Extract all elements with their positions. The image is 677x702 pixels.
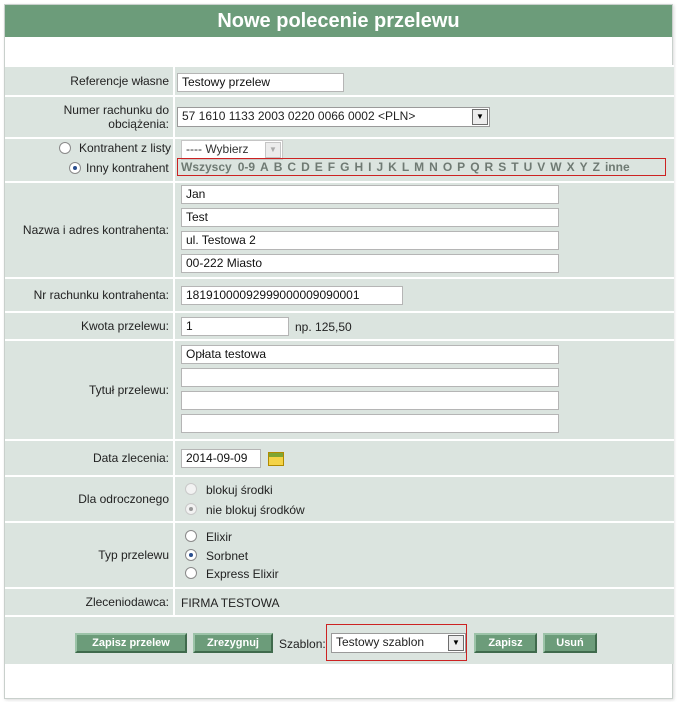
letter-filter-link[interactable]: Q: [470, 160, 480, 174]
reference-label: Referencje własne: [70, 74, 169, 88]
letter-filter-link[interactable]: L: [401, 160, 410, 174]
contractor-row: [5, 137, 674, 181]
block-funds-label: blokuj środki: [206, 483, 273, 497]
cancel-button[interactable]: Zrezygnuj: [193, 633, 273, 653]
letter-filter-link[interactable]: J: [376, 160, 384, 174]
deferred-row: [5, 475, 674, 521]
reference-row: [5, 65, 674, 95]
chevron-down-icon: ▼: [472, 109, 488, 125]
letter-filter-link[interactable]: U: [523, 160, 533, 174]
contractor-account-label: Nr rachunku kontrahenta:: [33, 288, 169, 302]
action-bar: [5, 615, 674, 664]
debit-account-value: 57 1610 1133 2003 0220 0066 0002 <PLN>: [182, 109, 416, 123]
deferred-label: Dla odroczonego: [78, 492, 169, 506]
letter-filter-link[interactable]: D: [301, 160, 310, 174]
transfer-form-window: [4, 4, 673, 699]
express-elixir-label: Express Elixir: [206, 567, 279, 581]
debit-account-row: [5, 95, 674, 137]
amount-row: [5, 311, 674, 339]
letter-filter-link[interactable]: S: [498, 160, 507, 174]
letter-filter-link[interactable]: Z: [592, 160, 600, 174]
debit-account-select[interactable]: [177, 107, 490, 127]
title-row: [5, 339, 674, 439]
letter-filter-link[interactable]: Wszyscy: [181, 160, 232, 174]
template-select[interactable]: [331, 633, 466, 653]
letter-filter-link[interactable]: 0-9: [237, 160, 256, 174]
letter-filter-link[interactable]: K: [388, 160, 397, 174]
letter-filter-link[interactable]: I: [368, 160, 372, 174]
title-line-3-input[interactable]: [181, 391, 559, 410]
contractor-select-value: ---- Wybierz: [186, 142, 249, 156]
letter-filter-link[interactable]: C: [287, 160, 297, 174]
title-line-2-input[interactable]: [181, 368, 559, 387]
contractor-from-list-label: Kontrahent z listy: [79, 141, 172, 155]
address-label: Nazwa i adres kontrahenta:: [22, 223, 169, 237]
template-label: Szablon:: [279, 637, 326, 651]
letter-filter-link[interactable]: F: [327, 160, 336, 174]
address-line-3-input[interactable]: ul. Testowa 2: [181, 231, 559, 250]
chevron-down-icon: ▼: [448, 635, 464, 651]
title-line-4-input[interactable]: [181, 414, 559, 433]
letter-filter-link[interactable]: H: [354, 160, 364, 174]
contractor-from-list-radio[interactable]: [59, 142, 71, 154]
letter-filter-link[interactable]: G: [340, 160, 350, 174]
orderer-row: [5, 587, 674, 615]
page-title: Nowe polecenie przelewu: [5, 5, 672, 37]
sorbnet-radio[interactable]: [185, 549, 197, 561]
contractor-account-input[interactable]: 18191000092999000009090001: [181, 286, 403, 305]
letter-filter-link[interactable]: A: [260, 160, 269, 174]
amount-hint: np. 125,50: [295, 320, 352, 334]
orderer-value: FIRMA TESTOWA: [181, 596, 280, 610]
sorbnet-label: Sorbnet: [206, 549, 249, 563]
transfer-type-label: Typ przelewu: [98, 548, 169, 562]
letter-filter-link[interactable]: E: [314, 160, 323, 174]
alphabet-filter: [177, 158, 666, 176]
address-row: [5, 181, 674, 277]
block-funds-radio[interactable]: [185, 483, 197, 495]
amount-input[interactable]: 1: [181, 317, 289, 336]
save-button[interactable]: Zapisz: [474, 633, 537, 653]
orderer-label: Zleceniodawca:: [85, 595, 169, 609]
letter-filter-link[interactable]: Y: [579, 160, 588, 174]
express-elixir-radio[interactable]: [185, 567, 197, 579]
order-date-label: Data zlecenia:: [92, 451, 169, 465]
letter-filter-link[interactable]: V: [537, 160, 546, 174]
contractor-account-row: [5, 277, 674, 311]
order-date-row: [5, 439, 674, 475]
other-contractor-label: Inny kontrahent: [86, 161, 169, 175]
address-line-4-input[interactable]: 00-222 Miasto: [181, 254, 559, 273]
address-line-2-input[interactable]: Test: [181, 208, 559, 227]
amount-label: Kwota przelewu:: [80, 319, 169, 333]
reference-input[interactable]: Testowy przelew: [177, 73, 344, 92]
title-line-1-input[interactable]: Opłata testowa: [181, 345, 559, 364]
letter-filter-link[interactable]: X: [566, 160, 575, 174]
transfer-type-row: [5, 521, 674, 587]
other-contractor-radio[interactable]: [69, 162, 81, 174]
title-label: Tytuł przelewu:: [88, 383, 169, 397]
letter-filter-link[interactable]: O: [442, 160, 453, 174]
calendar-icon[interactable]: [268, 452, 284, 466]
debit-account-label: Numer rachunku do obciążenia:: [63, 103, 169, 131]
letter-filter-link[interactable]: R: [484, 160, 494, 174]
letter-filter-link[interactable]: M: [414, 160, 425, 174]
no-block-funds-radio[interactable]: [185, 503, 197, 515]
no-block-funds-label: nie blokuj środków: [206, 503, 305, 517]
delete-button[interactable]: Usuń: [543, 633, 597, 653]
save-transfer-button[interactable]: Zapisz przelew: [75, 633, 187, 653]
elixir-radio[interactable]: [185, 530, 197, 542]
letter-filter-link[interactable]: B: [273, 160, 283, 174]
template-value: Testowy szablon: [336, 635, 425, 649]
form-rows: [5, 65, 674, 664]
letter-filter-link[interactable]: W: [550, 160, 562, 174]
contractor-list-select[interactable]: [181, 140, 283, 160]
chevron-down-icon: ▼: [265, 142, 281, 158]
letter-filter-link[interactable]: P: [457, 160, 466, 174]
letter-filter-link[interactable]: inne: [604, 160, 630, 174]
letter-filter-link[interactable]: T: [511, 160, 519, 174]
letter-filter-link[interactable]: N: [429, 160, 438, 174]
address-line-1-input[interactable]: Jan: [181, 185, 559, 204]
order-date-input[interactable]: 2014-09-09: [181, 449, 261, 468]
elixir-label: Elixir: [206, 530, 232, 544]
